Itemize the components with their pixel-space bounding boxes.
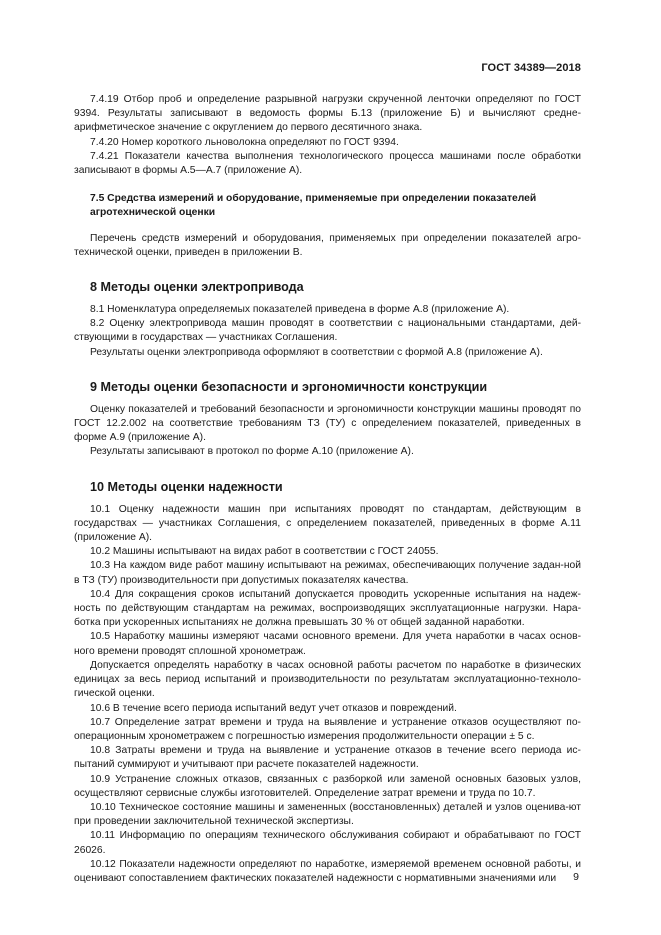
page-number: 9 — [573, 871, 579, 883]
paragraph-10-4: 10.4 Для сокращения сроков испытаний допускается проводить ускоренные испытания на надеж-ность по действующим стандартам на режимах, воспроизводящих эксплуатационные нагрузки. Нара-ботка при ускоренных испытаниях не должна превышать 30 % от общей заданной наработки. — [74, 588, 581, 629]
paragraph-7-4-21: 7.4.21 Показатели качества выполнения технологического процесса машинами после обработки записывают в формы А.5—А.7 (приложение А). — [74, 150, 581, 177]
section-heading-10: 10 Методы оценки надежности — [90, 479, 283, 494]
document-body — [74, 93, 581, 886]
paragraph-9-results: Результаты записывают в протокол по форме А.10 (приложение А). — [90, 446, 414, 458]
paragraph-7-5: Перечень средств измерений и оборудования, применяемых при определении показателей агро-технической оценки, приведен в приложении В. — [74, 232, 581, 258]
paragraph-9-1: Оценку показателей и требований безопасности и эргономичности конструкции машины проводят по ГОСТ 12.2.002 на соответствие требованиям ТЗ (ТУ) с определением показателей, приведенных в форме А.9 (приложение А). — [74, 403, 581, 444]
paragraph-10-9: 10.9 Устранение сложных отказов, связанных с разборкой или заменой основных базовых узлов, осуществляют сервисные службы изготовителей. Определение затрат времени и труда по 10.7. — [74, 773, 581, 799]
paragraph-10-1: 10.1 Оценку надежности машин при испытаниях проводят по стандартам, действующим в государствах — участниках Соглашения, с определением показателей, приведенных в форме А.11 (приложение А). — [74, 503, 581, 544]
paragraph-10-8: 10.8 Затраты времени и труда на выявление и устранение отказов в течение всего периода ис-пытаний суммируют и учитывают при расчете показателей надежности. — [74, 745, 581, 771]
section-heading-9: 9 Методы оценки безопасности и эргономичности конструкции — [90, 379, 488, 394]
paragraph-10-10: 10.10 Техническое состояние машины и замененных (восстановленных) деталей и узлов оценива-ют при проведении заключительной технической экспертизы. — [74, 801, 581, 828]
paragraph-10-3: 10.3 На каждом виде работ машину испытывают на режимах, обеспечивающих получение задан-ной в ТЗ (ТУ) производительности при допустимых показателях качества. — [74, 560, 581, 586]
paragraph-8-1: 8.1 Номенклатура определяемых показателей приведена в форме А.8 (приложение А). — [90, 304, 510, 316]
document-header: ГОСТ 34389—2018 — [481, 62, 581, 74]
paragraph-10-11: 10.11 Информацию по операциям технического обслуживания собирают и обрабатывают по ГОСТ 26026. — [74, 830, 581, 856]
paragraph-10-7: 10.7 Определение затрат времени и труда на выявление и устранение отказов осуществляют по-операционным хронометражем с погрешностью измерения продолжительности операции ± 5 с. — [74, 716, 581, 742]
paragraph-10-2: 10.2 Машины испытывают на видах работ в соответствии с ГОСТ 24055. — [90, 546, 439, 558]
paragraph-10-6: 10.6 В течение всего периода испытаний ведут учет отказов и повреждений. — [90, 702, 457, 714]
paragraph-8-2: 8.2 Оценку электропривода машин проводят в соответствии с национальными стандартами, дей-ствующими в государствах — участниках Соглашения. — [74, 318, 581, 344]
paragraph-7-4-19: 7.4.19 Отбор проб и определение разрывной нагрузки скрученной ленточки определяют по ГОСТ 9394. Результаты записывают в ведомость формы Б.13 (приложение Б) и вычисляют средне-арифметическое значение с округлением до первого десятичного знака. — [74, 94, 581, 134]
section-heading-7-5: 7.5 Средства измерений и оборудование, применяемые при определении показателей агротехнической оценки — [90, 193, 537, 219]
paragraph-8-results: Результаты оценки электропривода оформляют в соответствии с формой А.8 (приложение А). — [90, 346, 543, 358]
paragraph-10-5: 10.5 Наработку машины измеряют часами основного времени. Для учета наработки в часах основ-ного времени проводят сплошной хронометраж. — [74, 631, 581, 657]
paragraph-10-5-allowed: Допускается определять наработку в часах основной работы расчетом по наработке в физических единицах за весь период испытаний и производительности по результатам эксплуатационно-техноло-гической оценки. — [74, 659, 581, 700]
section-heading-8: 8 Методы оценки электропривода — [90, 280, 304, 295]
paragraph-7-4-20: 7.4.20 Номер короткого льноволокна определяют по ГОСТ 9394. — [90, 136, 399, 148]
paragraph-10-12: 10.12 Показатели надежности определяют по наработке, измеряемой временем основной работы, и оценивают сопоставлением фактических показателей надежности с нормативными значениями или — [74, 858, 581, 884]
